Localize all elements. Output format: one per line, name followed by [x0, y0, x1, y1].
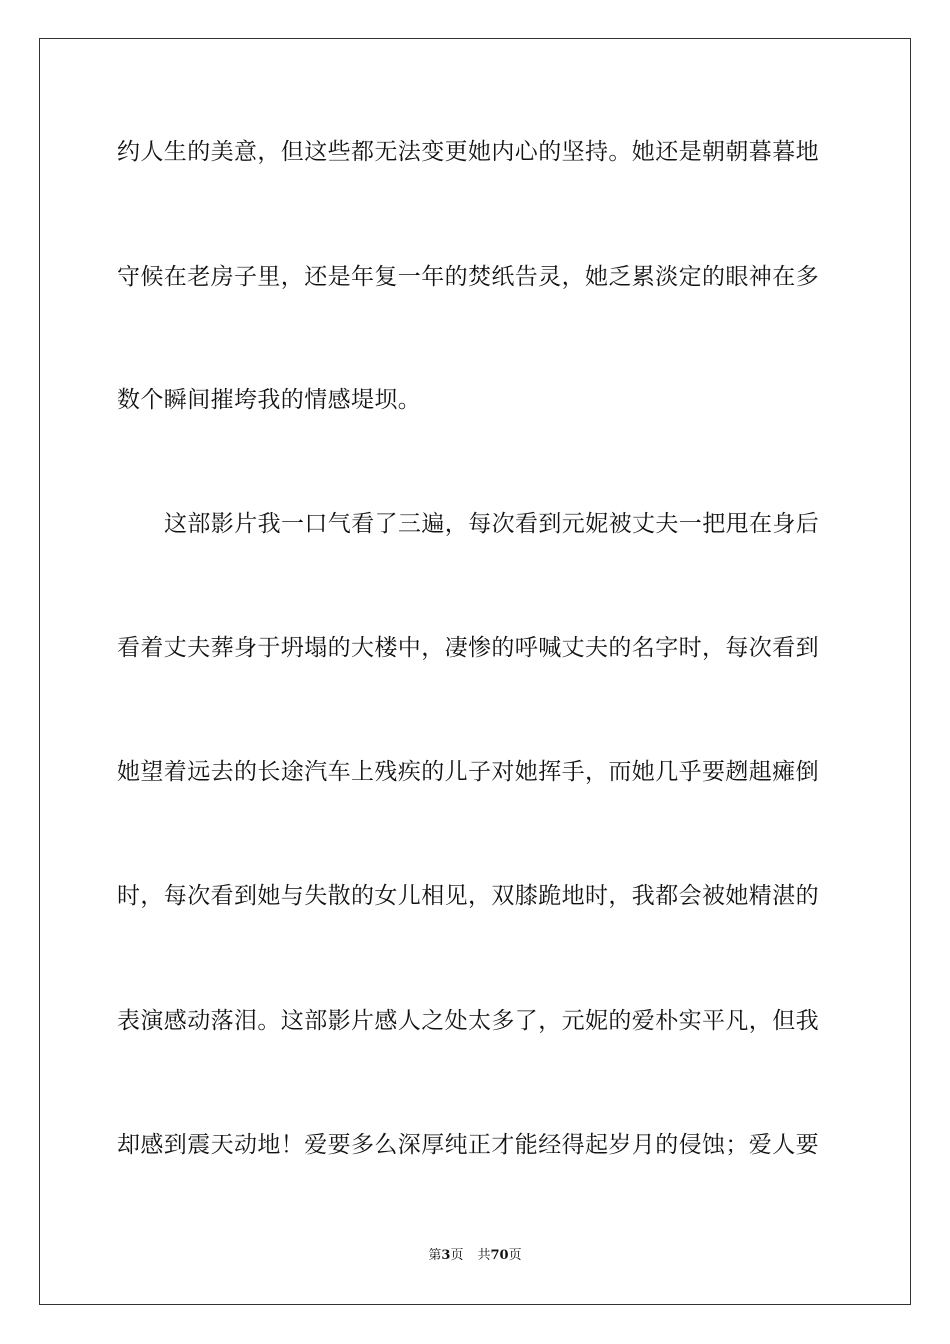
total-prefix: 共 — [477, 1248, 491, 1263]
total-suffix: 页 — [508, 1248, 522, 1263]
page-number-footer — [0, 1247, 950, 1265]
body-text-line: 约人生的美意，但这些都无法变更她内心的坚持。她还是朝朝暮暮地 — [117, 139, 819, 165]
body-text-line: 看着丈夫葬身于坍塌的大楼中，凄惨的呼喊丈夫的名字时，每次看到 — [117, 635, 819, 661]
body-text-line: 表演感动落泪。这部影片感人之处太多了，元妮的爱朴实平凡，但我 — [117, 1008, 819, 1034]
page-suffix: 页 — [450, 1248, 464, 1263]
page-border — [39, 38, 911, 1305]
body-text-line: 守候在老房子里，还是年复一年的焚纸告灵，她乏累淡定的眼神在多 — [117, 264, 819, 290]
body-text-line: 数个瞬间摧垮我的情感堤坝。 — [117, 387, 422, 413]
body-text-line: 她望着远去的长途汽车上残疾的儿子对她挥手，而她几乎要趔趄瘫倒 — [117, 759, 819, 785]
paragraph-first-line: 这部影片我一口气看了三遍，每次看到元妮被丈夫一把甩在身后 — [164, 511, 820, 537]
current-page-number: 3 — [441, 1248, 451, 1263]
body-text-line: 却感到震天动地！爱要多么深厚纯正才能经得起岁月的侵蚀；爱人要 — [117, 1132, 819, 1158]
body-text-line: 时，每次看到她与失散的女儿相见，双膝跪地时，我都会被她精湛的 — [117, 883, 819, 909]
page-prefix: 第 — [428, 1248, 442, 1263]
total-page-count: 70 — [490, 1248, 509, 1263]
